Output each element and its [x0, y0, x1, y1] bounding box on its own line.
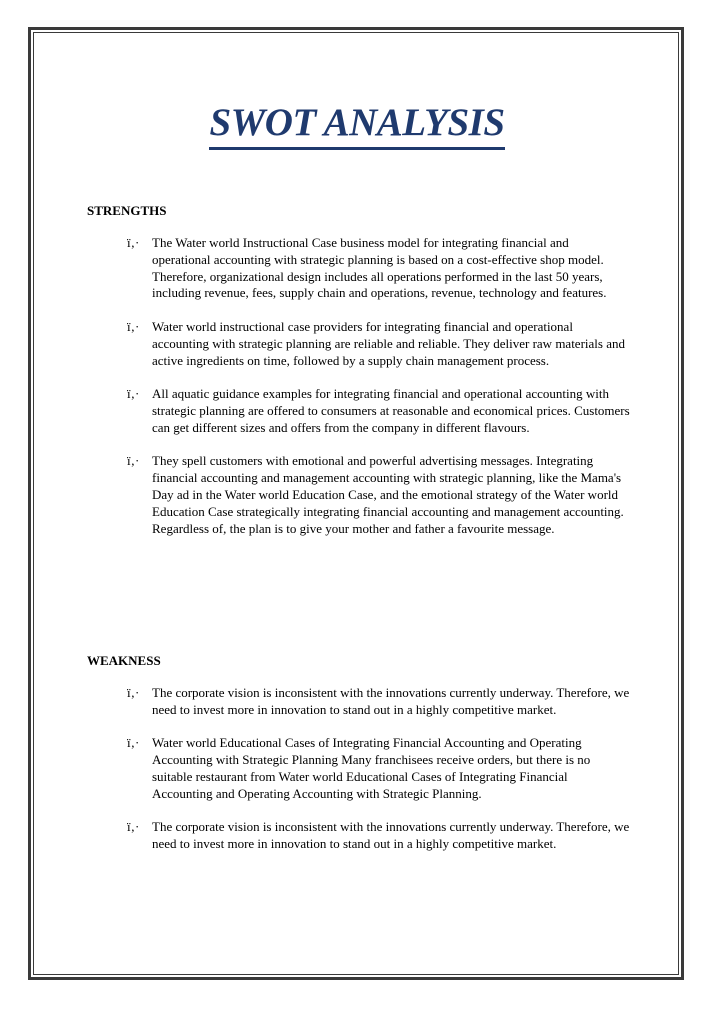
bullet-icon: ï‚·: [127, 735, 140, 751]
bullet-icon: ï‚·: [127, 386, 140, 402]
weakness-item: [0, 735, 714, 802]
strength-item: [0, 453, 714, 537]
bullet-icon: ï‚·: [127, 819, 140, 835]
strength-item: [0, 235, 714, 302]
weakness-heading: WEAKNESS: [87, 653, 161, 668]
strengths-heading: STRENGTHS: [87, 203, 167, 218]
weakness-list: [0, 685, 714, 870]
strength-item: [0, 386, 714, 436]
bullet-icon: ï‚·: [127, 235, 140, 250]
weakness-item-text: Water world Educational Cases of Integrating Financial Accounting and Operating Accounting with Strategic Planning Many franchisees receive orders, but there is no suitable restaurant from Water world Educational Cases of Integrating Financial Accounting and Operating Accounting with Strategic Planning.: [152, 735, 591, 801]
strengths-list: [0, 235, 714, 554]
strength-item-text: All aquatic guidance examples for integrating financial and operational accounting with strategic planning are offered to consumers at reasonable and economical prices. Customers can get different sizes and offers from the company in different flavours.: [152, 386, 630, 435]
title-container: [0, 100, 714, 150]
strength-item-text: The Water world Instructional Case business model for integrating financial and operational accounting with strategic planning is based on a cost-effective shop model. Therefore, organizational design includes all operations performed in the last 50 years, including revenue, fees, supply chain and operations, revenue, technology and features.: [152, 235, 607, 301]
weakness-item: [0, 819, 714, 853]
strength-item: [0, 319, 714, 369]
strength-item-text: Water world instructional case providers for integrating financial and operational accounting with strategic planning are reliable and reliable. They deliver raw materials and active ingredients on time, followed by a supply chain management process.: [152, 318, 625, 368]
bullet-icon: ï‚·: [127, 318, 140, 334]
strength-item-text: They spell customers with emotional and powerful advertising messages. Integrating financial accounting and management accounting with strategic planning, like the Mama's Day ad in the Water world Education Case, and the emotional strategy of the Water world Education Case strategically integrating financial accounting and management accounting. Regardless of, the plan is to give your mother and father a favourite message.: [152, 453, 624, 536]
bullet-icon: ï‚·: [127, 685, 140, 700]
weakness-item-text: The corporate vision is inconsistent with the innovations currently underway. Therefore, we need to invest more in innovation to stand out in a highly competitive market.: [152, 819, 630, 852]
bullet-icon: ï‚·: [127, 453, 140, 469]
weakness-item-text: The corporate vision is inconsistent with the innovations currently underway. Therefore, we need to invest more in innovation to stand out in a highly competitive market.: [152, 685, 630, 717]
document-title: SWOT ANALYSIS: [209, 100, 504, 150]
weakness-item: [0, 685, 714, 719]
